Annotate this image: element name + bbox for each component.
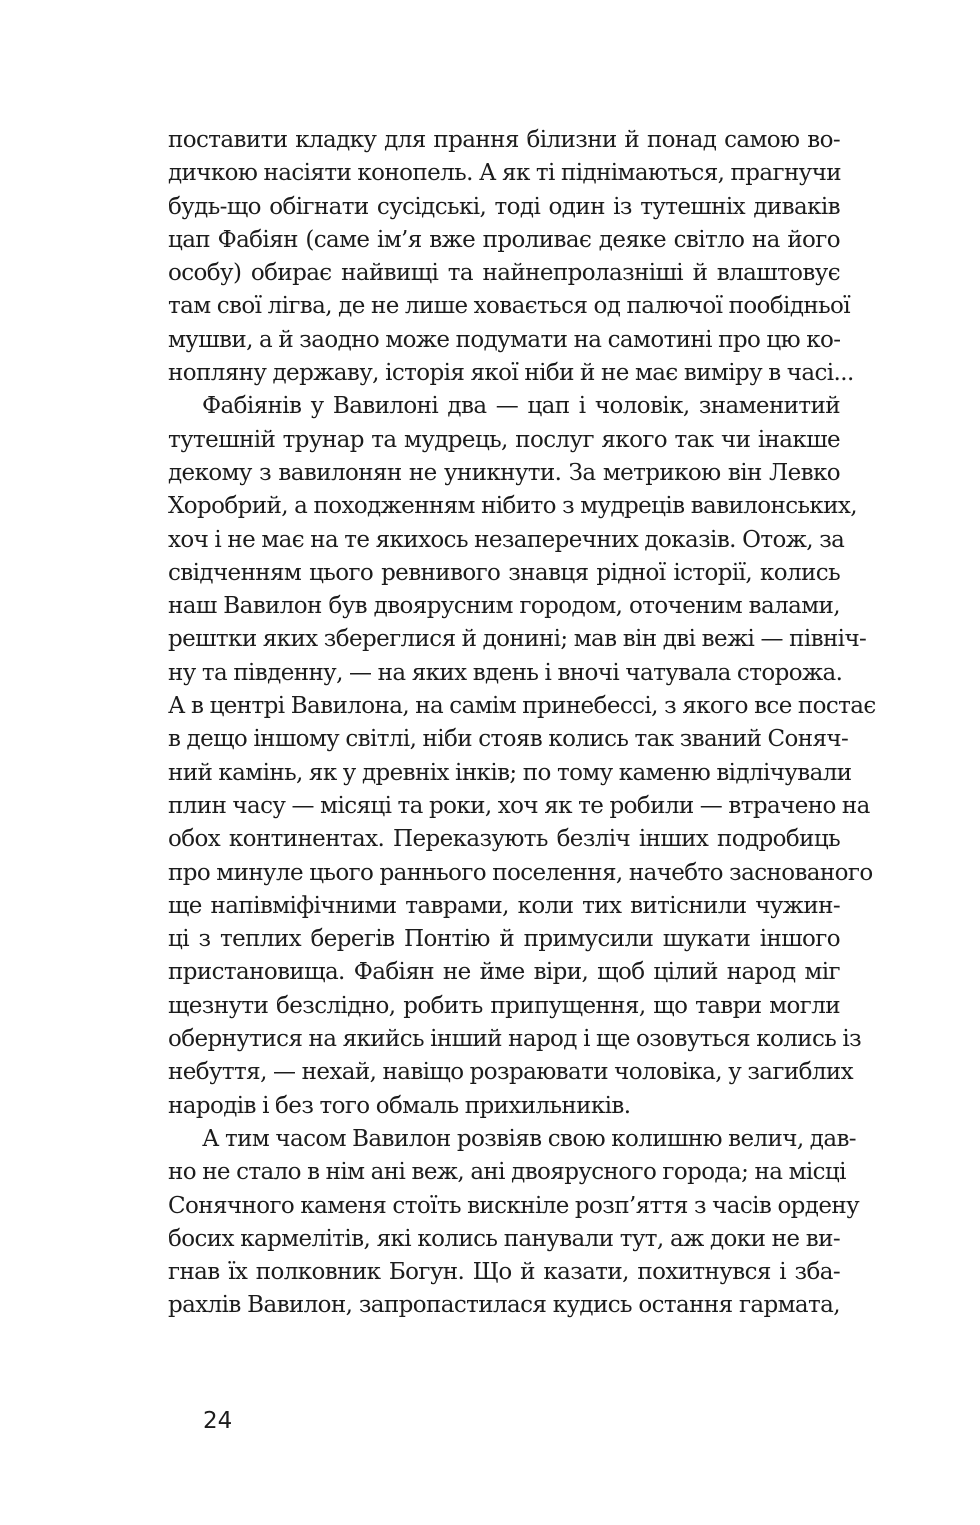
text-line: цап Фабіян (саме ім’я вже проливає деяке світло на його: [168, 226, 840, 253]
text-line: тутешній трунар та мудрець, послуг якого так чи інакше: [168, 426, 840, 453]
text-line: хоч і не має на те якихось незаперечних доказів. Отож, за: [168, 526, 845, 553]
text-line: обернутися на якийсь інший народ і ще озовуться колись із: [168, 1026, 862, 1053]
text-line: ний камінь, як у древніх інків; по тому каменю відлічували: [168, 759, 852, 786]
text-line: в дещо іншому світлі, ніби стояв колись так званий Соняч-: [168, 726, 849, 753]
text-line: но не стало в нім ані веж, ані двоярусного города; на місці: [168, 1159, 846, 1186]
text-line: небуття, — нехай, навіщо розраювати чоловіка, у загиблих: [168, 1059, 853, 1086]
page-number: 24: [203, 1408, 233, 1434]
text-line: нопляну державу, історія якої ніби й не має виміру в часі...: [168, 360, 854, 387]
text-line: плин часу — місяці та роки, хоч як те робили — втрачено на: [168, 792, 870, 819]
text-line: А тим часом Вавилон розвіяв свою колишню велич, дав-: [202, 1125, 856, 1152]
text-line: щезнути безслідно, робить припущення, що таври могли: [168, 992, 840, 1019]
text-line: Сонячного каменя стоїть вискніле розп’яття з часів ордену: [168, 1192, 860, 1219]
text-line: наш Вавилон був двоярусним городом, оточеним валами,: [168, 593, 840, 620]
text-line: про минуле цього раннього поселення, начебто заснованого: [168, 859, 873, 886]
text-line: дичкою насіяти конопель. А як ті піднімаються, прагнучи: [168, 160, 841, 187]
text-line: народів і без того обмаль прихильників.: [168, 1092, 631, 1119]
text-line: Хоробрий, а походженням нібито з мудреців вавилонських,: [168, 493, 858, 520]
text-line: гнав їх полковник Богун. Що й казати, похитнувся і зба-: [168, 1259, 840, 1286]
paragraph: [168, 124, 854, 390]
text-line: рахлів Вавилон, запропастилася кудись остання гармата,: [168, 1292, 840, 1319]
paragraph: [168, 1123, 860, 1323]
body-text: [168, 124, 876, 1323]
text-line: ще напівміфічними таврами, коли тих витіснили чужин-: [168, 892, 840, 919]
text-line: особу) обирає найвищі та найнепролазніші й влаштовує: [168, 260, 840, 287]
paragraph: [168, 390, 876, 1123]
text-line: ці з теплих берегів Понтію й примусили шукати іншого: [168, 926, 840, 953]
text-line: босих кармелітів, які колись панували тут, аж доки не ви-: [168, 1225, 840, 1252]
text-line: свідченням цього ревнивого знавця рідної історії, колись: [168, 559, 840, 586]
text-line: рештки яких збереглися й донині; мав він дві вежі — північ-: [168, 626, 867, 653]
text-line: А в центрі Вавилона, на самім принебессі, з якого все постає: [168, 693, 876, 720]
text-line: поставити кладку для прання білизни й понад самою во-: [168, 127, 840, 153]
text-line: пристановища. Фабіян не йме віри, щоб цілий народ міг: [168, 959, 840, 986]
text-line: Фабіянів у Вавилоні два — цап і чоловік, знаменитий: [202, 393, 840, 420]
text-line: обох континентах. Переказують безліч інших подробиць: [168, 826, 840, 853]
text-line: мушви, а й заодно може подумати на самотині про цю ко-: [168, 326, 841, 353]
text-line: декому з вавилонян не уникнути. За метрикою він Левко: [168, 459, 840, 486]
text-line: ну та південну, — на яких вдень і вночі чатувала сторожа.: [168, 659, 843, 686]
text-line: будь-що обігнати сусідські, тоді один із тутешніх диваків: [168, 193, 840, 220]
text-line: там свої лігва, де не лише ховається од палючої пообідньої: [168, 293, 851, 320]
